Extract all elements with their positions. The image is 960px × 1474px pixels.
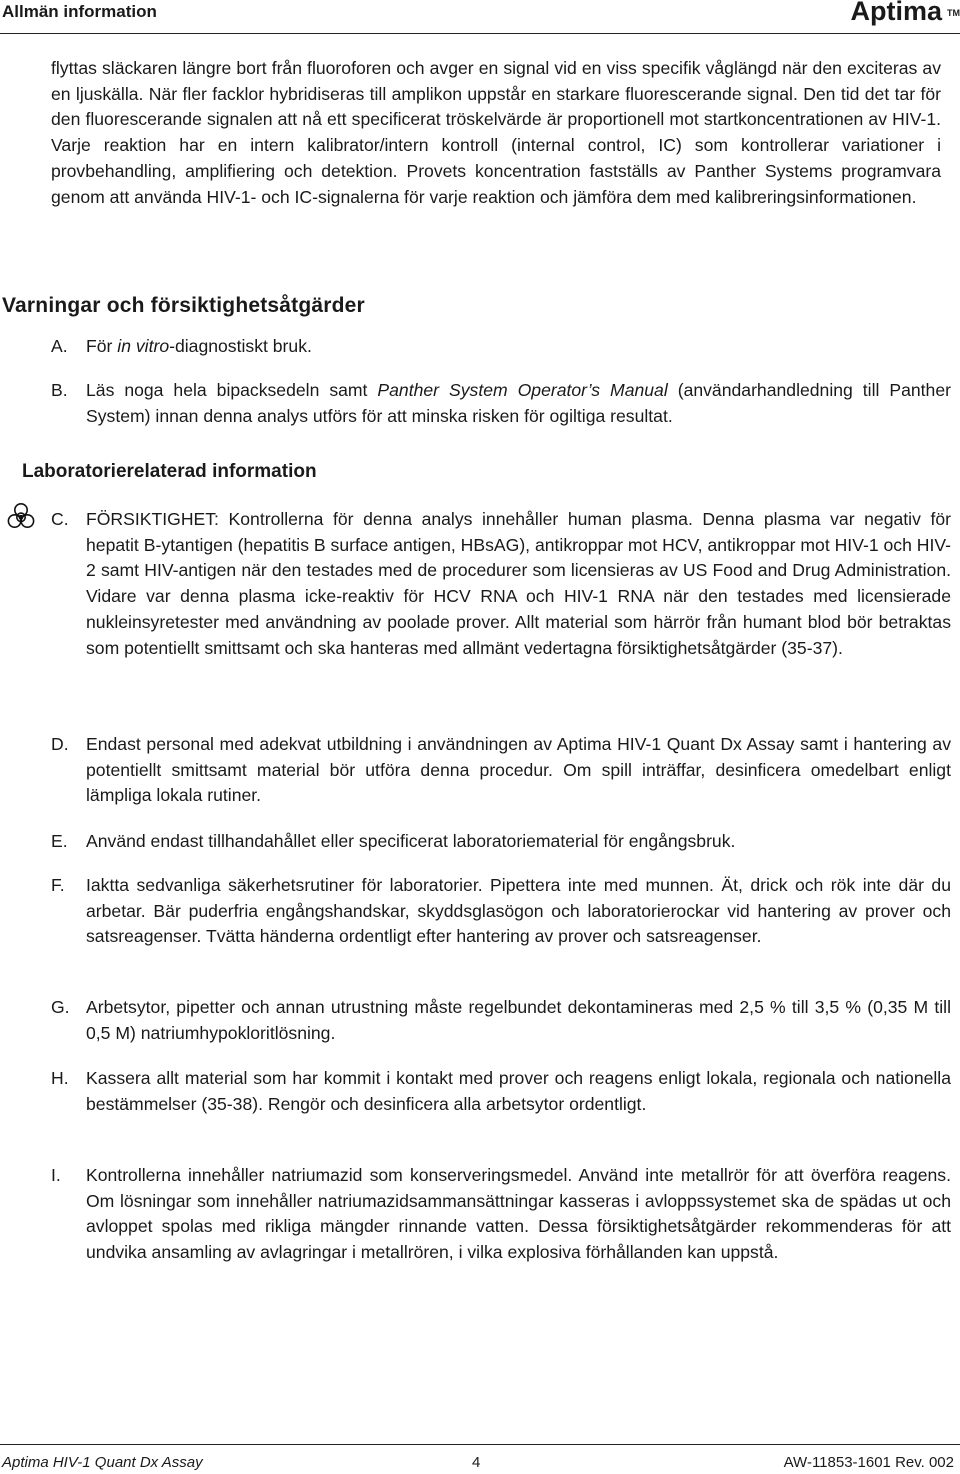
item-letter: C. <box>51 509 69 529</box>
brand-name: Aptima <box>850 0 942 26</box>
footer-document-id: AW-11853-1601 Rev. 002 <box>783 1454 954 1471</box>
biohazard-icon <box>4 500 38 534</box>
item-letter: B. <box>51 380 68 400</box>
intro-paragraph: flyttas släckaren längre bort från fluoroforen och avger en signal vid en viss specifik våglängd när den exciteras av en ljuskälla. När fler facklor hybridiseras till amplikon uppstår en starkare fluorescerande signal. Den tid det tar för den fluorescerande signalen att nå ett specificerat tröskelvärde är proportionell mot startkoncentrationen av HIV-1. Varje reaktion har en intern kalibrator/intern kontroll (internal control, IC) som kontrollerar variationer i provbehandling, amplifiering och detektion. Provets koncentration fastställs av Panther Systems programvara genom att använda HIV-1- och IC-signalerna för varje reaktion och jämföra dem med kalibreringsinformationen. <box>51 58 941 207</box>
item-text: Kontrollerna innehåller natriumazid som konserveringsmedel. Använd inte metallrör för att överföra reagens. Om lösningar som innehåller natriumazidsammansättningar kasseras i avloppssystemet ska de spädas ut och avloppet spolas med rikliga mängder rinnande vatten. Dessa försiktighetsåtgärder rekommenderas för att undvika ansamling av avlagringar i metallrören, i vilka explosiva förhållanden kan uppstå. <box>86 1165 951 1263</box>
item-text: Arbetsytor, pipetter och annan utrustning måste regelbundet dekontamineras med 2,5 % till 3,5 % (0,35 M till 0,5 M) natriumhypokloritlösning. <box>86 997 951 1043</box>
trademark-mark: TM <box>947 8 960 18</box>
item-letter: G. <box>51 997 70 1017</box>
brand-logo <box>850 0 942 27</box>
item-text: För in vitro-diagnostiskt bruk. <box>86 336 312 356</box>
item-text: Använd endast tillhandahållet eller specificerat laboratoriematerial för engångsbruk. <box>86 831 736 851</box>
item-text: Endast personal med adekvat utbildning i användningen av Aptima HIV-1 Quant Dx Assay samt i hantering av potentiellt smittsamt material bör utföra denna procedur. Om spill inträffar, desinficera omedelbart enligt lämpliga lokala rutiner. <box>86 734 951 806</box>
footer-divider <box>0 1444 960 1445</box>
item-text: Iaktta sedvanliga säkerhetsrutiner för laboratorier. Pipettera inte med munnen. Ät, drick och rök inte där du arbetar. Bär puderfria engångshandskar, skyddsglasögon och laboratorierockar vid hantering av prover och satsreagenser. Tvätta händerna ordentligt efter hantering av prover och satsreagenser. <box>86 875 951 947</box>
item-text: Läs noga hela bipacksedeln samt Panther System Operator’s Manual (användarhandledning till Panther System) innan denna analys utförs för att minska risken för ogiltiga resultat. <box>86 380 951 426</box>
header-divider <box>0 33 960 34</box>
item-text: FÖRSIKTIGHET: Kontrollerna för denna analys innehåller human plasma. Denna plasma var negativ för hepatit B-ytantigen (hepatitis B surface antigen, HBsAG), antikroppar mot HCV, antikroppar mot HIV-1 och HIV-2 samt HIV-antigen när den testades med de procedurer som licensieras av US Food and Drug Administration. Vidare var denna plasma icke-reaktiv för HCV RNA och HIV-1 RNA när den testades med licensierade nukleinsyretester med användning av poolade prover. Allt material som härrör från humant blod bör betraktas som potentiellt smittsamt och ska hanteras med allmänt vedertagna försiktighetsåtgärder (35-37). <box>86 509 951 658</box>
item-letter: A. <box>51 336 68 356</box>
item-letter: F. <box>51 875 65 895</box>
item-letter: H. <box>51 1068 69 1088</box>
item-letter: E. <box>51 831 68 851</box>
header-section-title: Allmän information <box>2 2 157 21</box>
section-title-warnings: Varningar och försiktighetsåtgärder <box>2 294 365 317</box>
footer-page-number: 4 <box>472 1454 481 1471</box>
section-title-lab: Laboratorierelaterad information <box>22 461 317 482</box>
item-letter: I. <box>51 1165 61 1185</box>
footer-product: Aptima HIV-1 Quant Dx Assay <box>2 1454 203 1471</box>
item-letter: D. <box>51 734 69 754</box>
item-text: Kassera allt material som har kommit i kontakt med prover och reagens enligt lokala, regionala och nationella bestämmelser (35-38). Rengör och desinficera alla arbetsytor ordentligt. <box>86 1068 951 1114</box>
